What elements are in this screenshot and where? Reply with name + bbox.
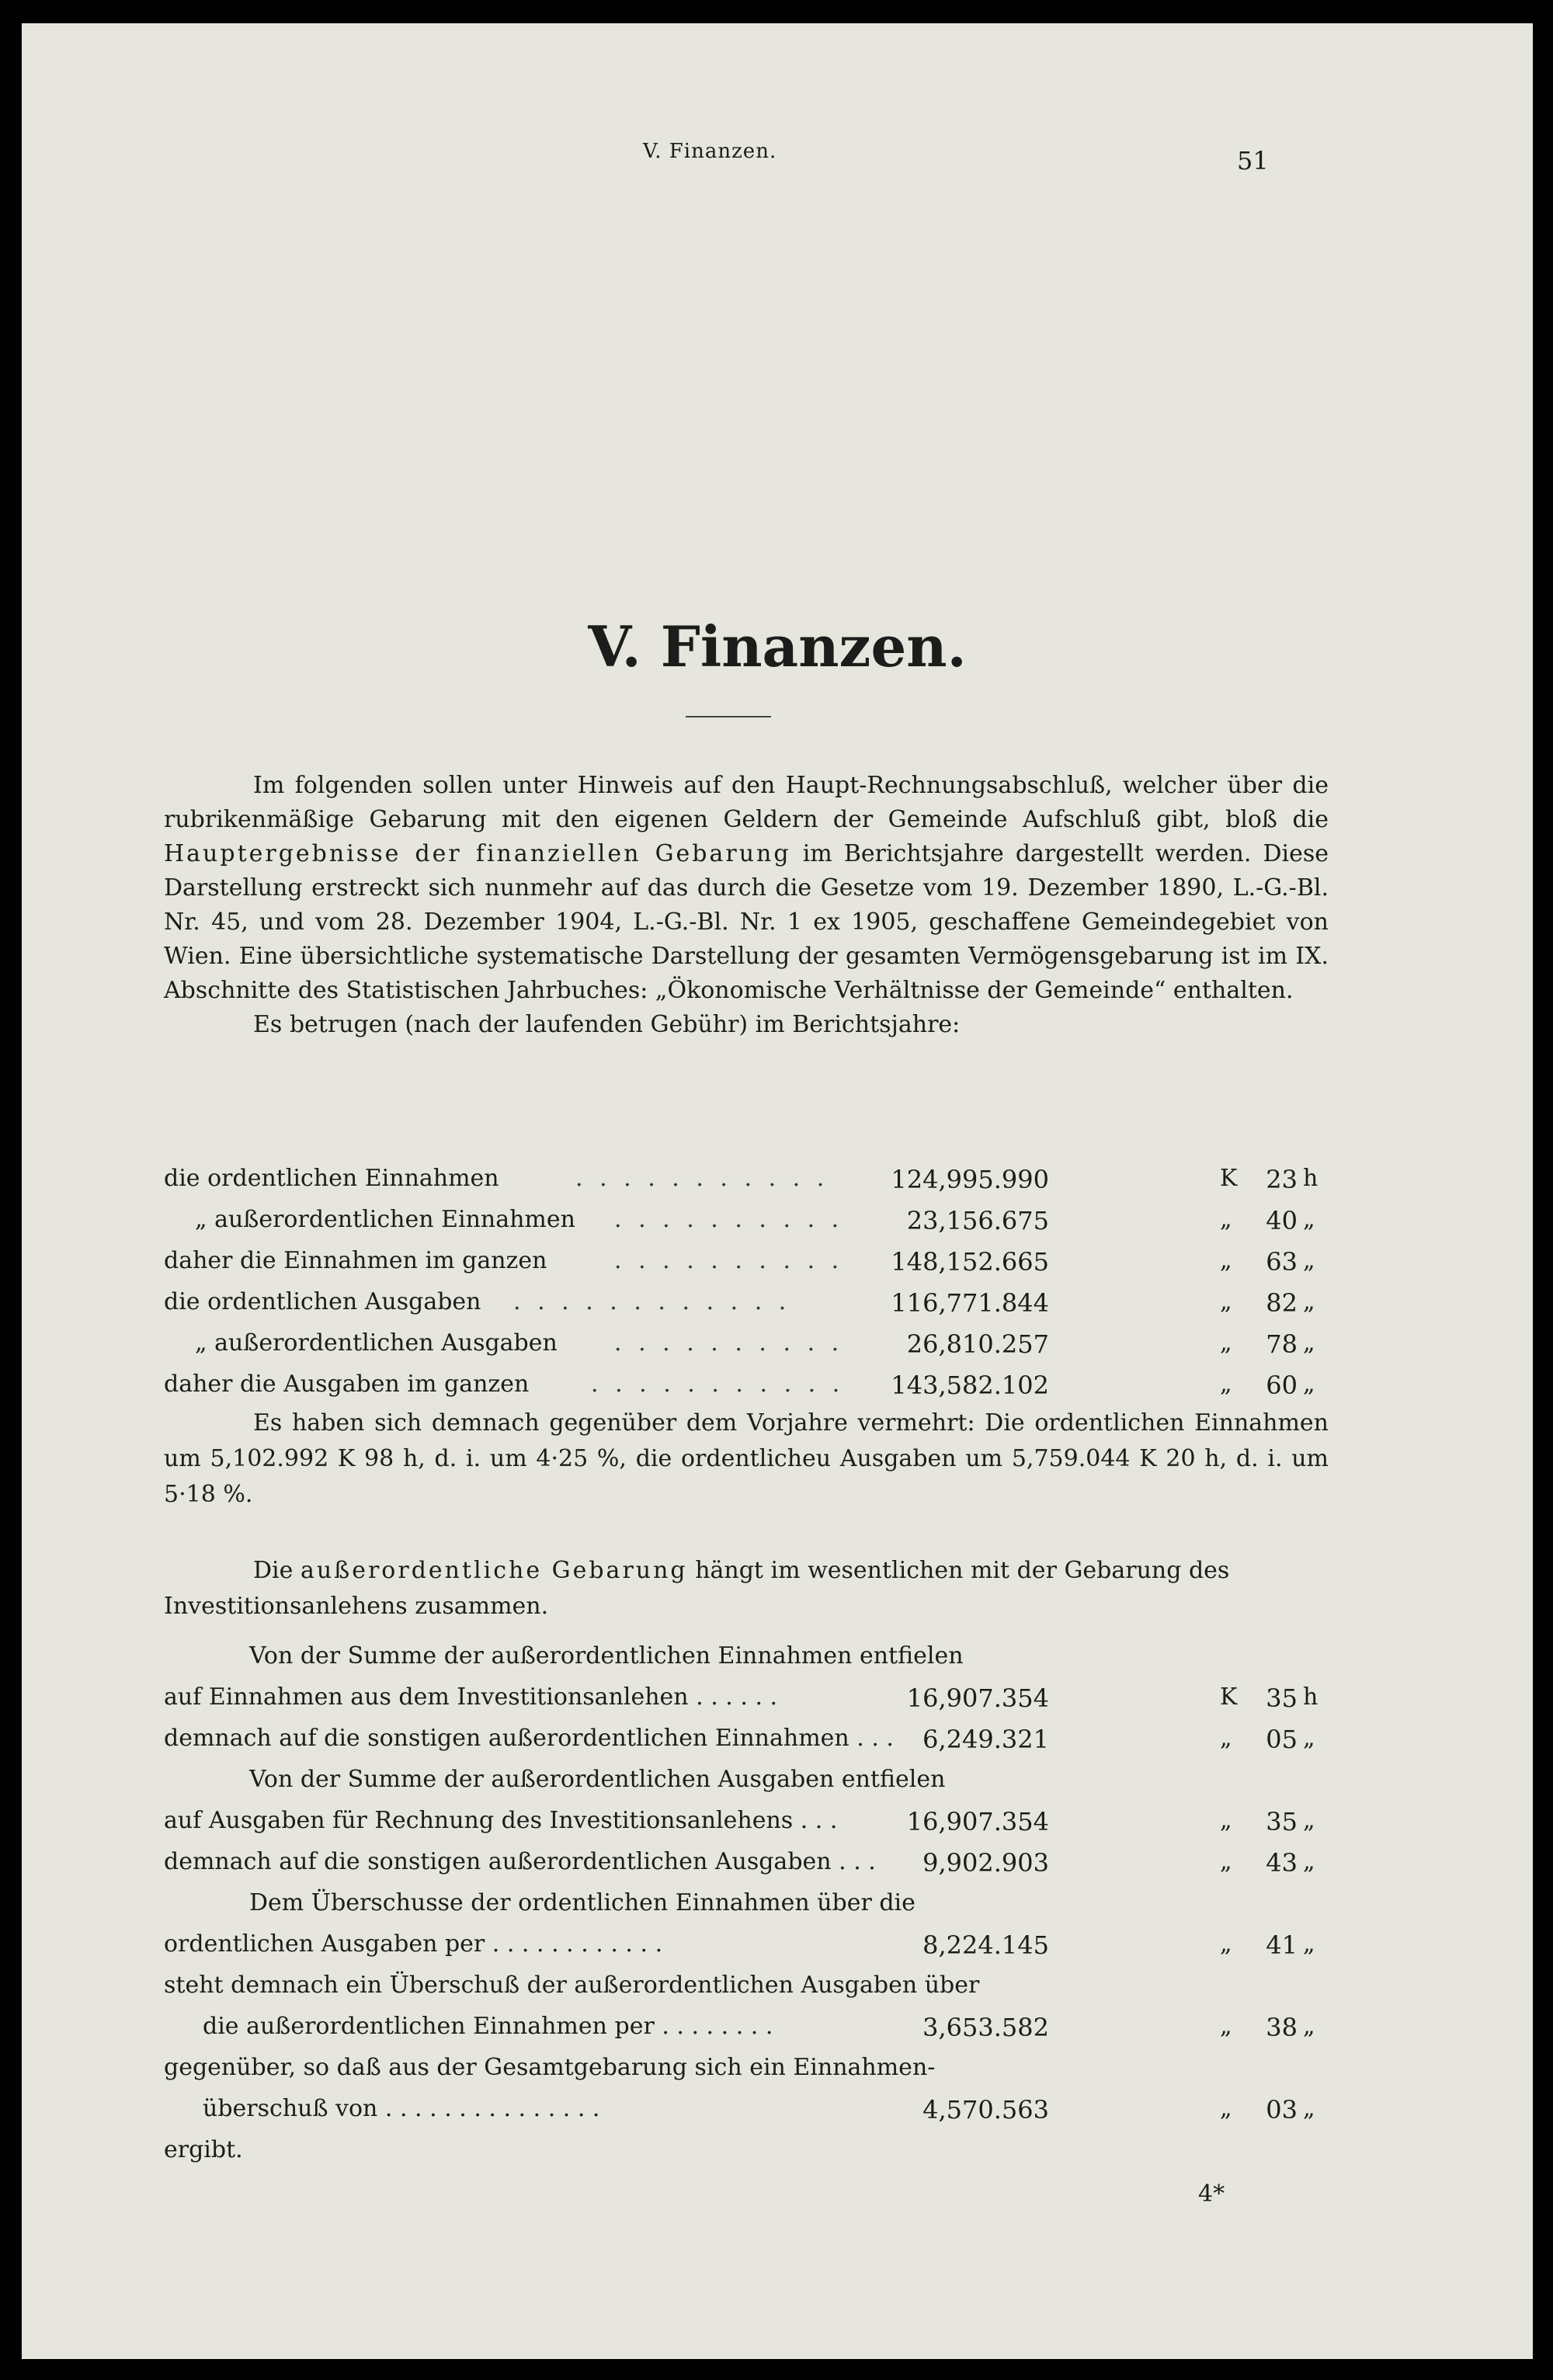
item-row: auf Einnahmen aus dem Investitionsanlehen . . . . . . 16,907.354 K 35 h bbox=[164, 1683, 1318, 1713]
item-row: Von der Summe der außerordentlichen Einnahmen entfielen bbox=[249, 1642, 964, 1669]
item-row: ergibt. bbox=[164, 2136, 243, 2163]
intro-text: Im folgenden sollen unter Hinweis auf den Haupt-Rechnungsabschluß, welcher über die rubrikenmäßige Gebarung mit den eigenen Geldern der Gemeinde Aufschluß gibt, bloß die Hauptergebnisse der finanziellen Gebarung im Berichtsjahre dargestellt werden. Diese Darstellung erstreckt sich nunmehr auf das durch die Gesetze vom 19. Dezember 1890, L.-G.-Bl. Nr. 45, und vom 28. Dezember 1904, L.-G.-Bl. Nr. 1 ex 1905, geschaffene Gemeindegebiet von Wien. Eine übersichtliche systematische Darstellung der gesamten Vermögensgebarung ist im IX. Abschnitte des Statistischen Jahrbuches: „Ökonomische Verhältnisse der Gemeinde“ enthalten. bbox=[164, 772, 1329, 1004]
figure-row: „ außerordentlichen Einnahmen . . . . . . . . . . 23,156.675 „ 40 „ bbox=[195, 1206, 1315, 1235]
figure-row: die ordentlichen Einnahmen . . . . . . . . . . . 124,995.990 K 23 h bbox=[164, 1165, 1318, 1194]
item-row: gegenüber, so daß aus der Gesamtgebarung sich ein Einnahmen- bbox=[164, 2054, 936, 2081]
figure-row: daher die Einnahmen im ganzen . . . . . . . . . . 148,152.665 „ 63 „ bbox=[164, 1247, 1315, 1277]
comparison-paragraph bbox=[164, 1405, 1329, 1513]
item-row: die außerordentlichen Einnahmen per . . . . . . . . 3,653.582 „ 38 „ bbox=[203, 2013, 1315, 2042]
figures-table bbox=[164, 1165, 1329, 1412]
extraordinary-items bbox=[164, 1642, 1329, 2177]
emphasis-text: Hauptergebnisse der finanziellen Gebarung bbox=[164, 840, 791, 867]
item-row: demnach auf die sonstigen außerordentlichen Einnahmen . . . 6,249.321 „ 05 „ bbox=[164, 1725, 1315, 1754]
comparison-text: Es haben sich demnach gegenüber dem Vorjahre vermehrt: Die ordentlichen Einnahmen um 5,102.992 K 98 h, d. i. um 4·25 %, die ordentlicheu Ausgaben um 5,759.044 K 20 h, d. i. um 5·18 %. bbox=[164, 1409, 1329, 1508]
item-row: überschuß von . . . . . . . . . . . . . . . 4,570.563 „ 03 „ bbox=[203, 2095, 1315, 2125]
intro-paragraph bbox=[164, 769, 1329, 1042]
section-title: V. Finanzen. bbox=[588, 613, 967, 679]
item-row: ordentlichen Ausgaben per . . . . . . . . . . . . 8,224.145 „ 41 „ bbox=[164, 1930, 1315, 1960]
emphasis-text: außerordentliche Gebarung bbox=[300, 1557, 688, 1584]
extraordinary-paragraph bbox=[164, 1553, 1329, 1624]
figure-row: die ordentlichen Ausgaben . . . . . . . . . . . . 116,771.844 „ 82 „ bbox=[164, 1288, 1315, 1318]
item-row: demnach auf die sonstigen außerordentlichen Ausgaben . . . 9,902.903 „ 43 „ bbox=[164, 1848, 1315, 1878]
lead-line: Es betrugen (nach der laufenden Gebühr) im Berichtsjahre: bbox=[253, 1011, 961, 1038]
figure-row: „ außerordentlichen Ausgaben . . . . . . . . . . 26,810.257 „ 78 „ bbox=[195, 1329, 1315, 1359]
figure-row: daher die Ausgaben im ganzen . . . . . . . . . . . 143,582.102 „ 60 „ bbox=[164, 1371, 1315, 1400]
item-row: Dem Überschusse der ordentlichen Einnahmen über die bbox=[249, 1889, 915, 1916]
item-row: Von der Summe der außerordentlichen Ausgaben entfielen bbox=[249, 1766, 946, 1793]
title-rule bbox=[686, 716, 771, 717]
page bbox=[22, 23, 1533, 2359]
extraordinary-text: Die außerordentliche Gebarung hängt im wesentlichen mit der Gebarung des Investitionsanlehens zusammen. bbox=[164, 1557, 1230, 1620]
item-row: steht demnach ein Überschuß der außerordentlichen Ausgaben über bbox=[164, 1972, 980, 1999]
page-header bbox=[22, 140, 1533, 179]
running-head: V. Finanzen. bbox=[643, 140, 777, 163]
page-number: 51 bbox=[1237, 146, 1269, 175]
signature-mark: 4* bbox=[1198, 2180, 1225, 2208]
item-row: auf Ausgaben für Rechnung des Investitionsanlehens . . . 16,907.354 „ 35 „ bbox=[164, 1807, 1315, 1836]
